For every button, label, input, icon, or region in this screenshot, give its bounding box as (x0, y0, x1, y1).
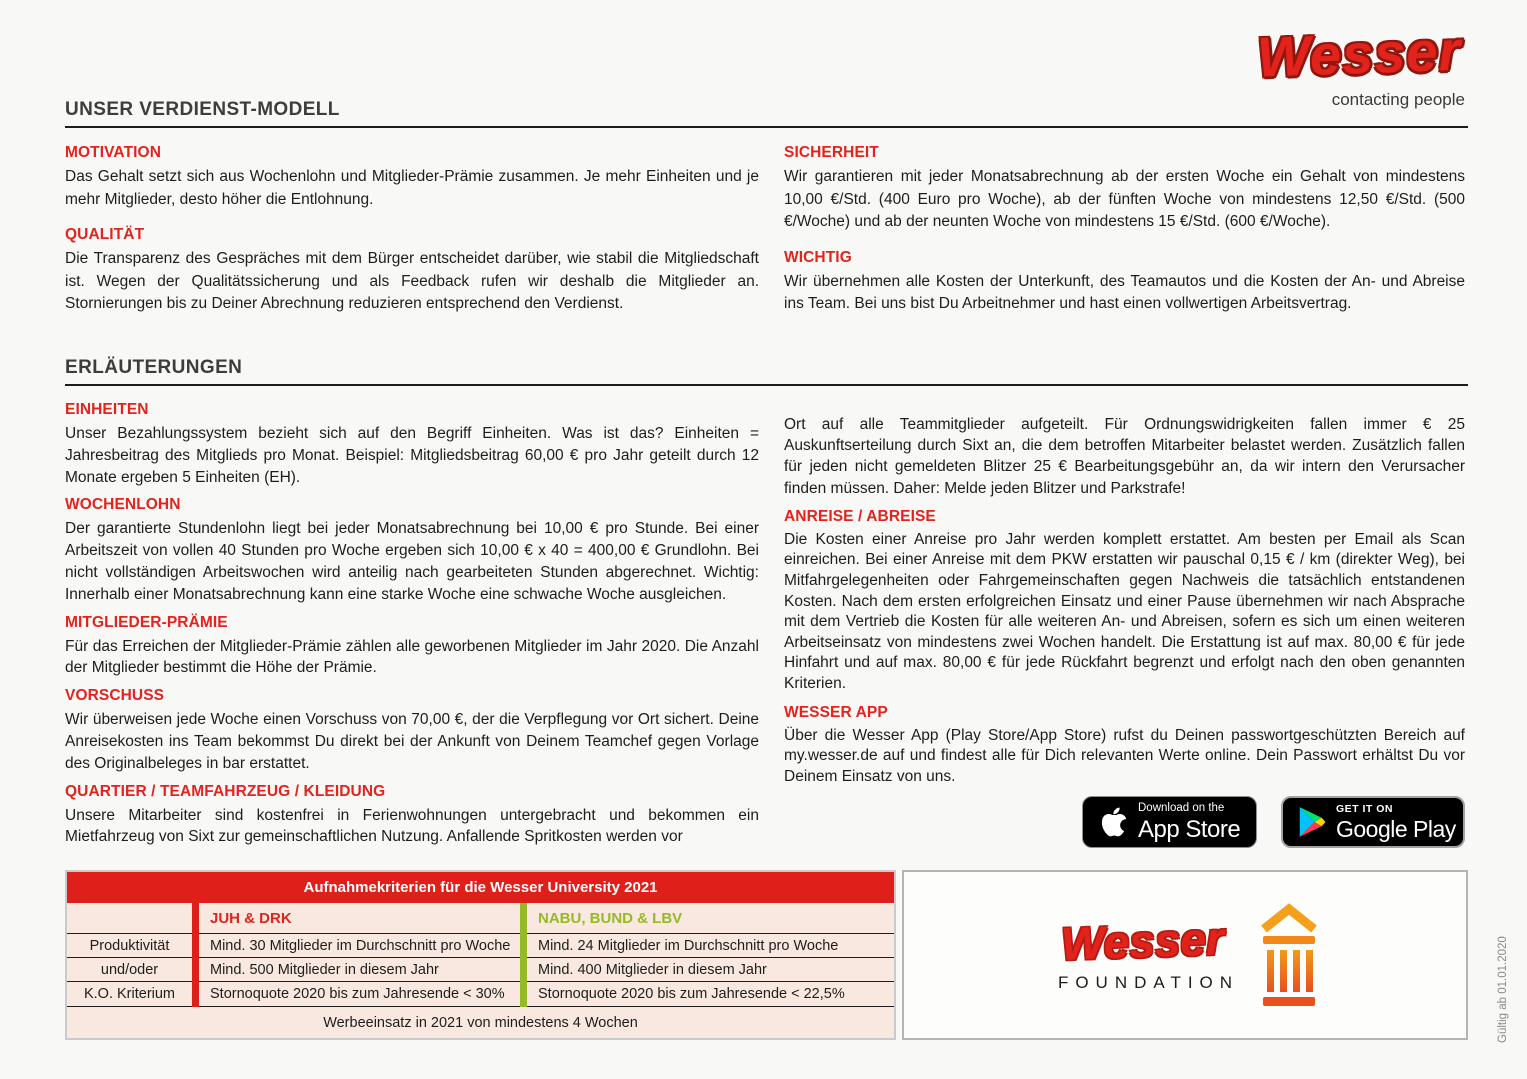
block-heading: WICHTIG (784, 248, 852, 266)
block-body: Unser Bezahlungssystem bezieht sich auf den Begriff Einheiten. Was ist das? Einheiten = Jahresbeitrag des Mitglieds pro Monat. Beispiel: Mitgliedsbeitrag 60,00 € pro Jahr geteilt durch 12 Monate ergeben 5 Einheiten (EH). (65, 425, 759, 486)
block-heading: WOCHENLOHN (65, 496, 181, 514)
block-motivation (65, 144, 759, 211)
wesser-foundation-logo: Wesser (1060, 911, 1225, 970)
validity-note: Gültig ab 01.01.2020 (1497, 936, 1509, 1043)
foundation-subtitle: FOUNDATION (1057, 972, 1240, 992)
block-body: Der garantierte Stundenlohn liegt bei jeder Monatsabrechnung bei 10,00 € pro Stunde. Bei einer Arbeitszeit von vollen 40 Stunden pro Woche ergeben sich 10,00 € x 40 = 400,00 € Grundlohn. Bei nicht vollständigen Arbeitswochen wird anteilig nach gearbeiteten Stunden abgerechnet. Wichtig: Innerhalb einer Monatsabrechnung kann eine starke Woche eine schwache Woche ausgleichen. (65, 520, 759, 603)
block-body: Wir überweisen jede Woche einen Vorschuss von 70,00 €, der die Verpflegung vor Ort sichert. Deine Anreisekosten ins Team bekommst Du direkt bei der Ankunft von Deinem Teamchef gegen Vorlage des Originalbeleges in bar erstattet. (65, 711, 759, 772)
criteria-table-body (67, 903, 894, 1007)
section-title-erlaeuterungen: ERLÄUTERUNGEN (65, 357, 243, 378)
nabu-column (527, 903, 894, 1007)
table-cell: Mind. 24 Mitglieder im Durchschnitt pro Woche (527, 934, 894, 958)
block-body: Wir übernehmen alle Kosten der Unterkunft, des Teamautos und die Kosten der An- und Abreise ins Team. Bei uns bist Du Arbeitnehmer und hast einen vollwertigen Arbeitsvertrag. (784, 272, 1465, 312)
block-heading: MOTIVATION (65, 144, 161, 161)
block-heading: QUARTIER / TEAMFAHRZEUG / KLEIDUNG (65, 782, 386, 800)
block-quartier (65, 783, 759, 849)
erlaeuterungen-right-column (784, 401, 1465, 856)
foundation-box (902, 870, 1468, 1040)
row-label: K.O. Kriterium (67, 982, 192, 1007)
pillar-icon (1259, 903, 1319, 1008)
table-cell: Stornoquote 2020 bis zum Jahresende < 30% (199, 982, 520, 1007)
block-vorschuss (65, 687, 759, 774)
brand-block (1255, 18, 1467, 110)
badge-line2: App Store (1138, 815, 1241, 843)
block-body: Wir garantieren mit jeder Monatsabrechnung ab der ersten Woche ein Gehalt von mindestens 10,00 €/Std. (400 Euro pro Woche), ab der fünften Woche von mindestens 12,50 €/Std. (500 €/Woche) und ab der neunten Woche von mindestens 15 €/Std. (600 €/Woche).​ (784, 168, 1465, 230)
criteria-table (65, 870, 896, 1040)
apple-icon (1098, 805, 1128, 840)
table-cell-empty (67, 903, 192, 934)
block-wochenlohn (65, 496, 759, 605)
store-badges (784, 796, 1465, 848)
badge-line2: Google Play (1336, 815, 1456, 842)
block-heading: QUALITÄT (65, 226, 145, 243)
verdienst-right-column (784, 144, 1465, 331)
table-cell: Mind. 30 Mitglieder im Durchschnitt pro Woche (199, 934, 520, 958)
erlaeuterungen-columns (65, 401, 1465, 856)
table-cell: Mind. 500 Mitglieder in diesem Jahr (199, 958, 520, 982)
badge-line1: GET IT ON (1336, 803, 1393, 816)
foundation-logo-block (1051, 911, 1240, 993)
block-sicherheit (784, 144, 1465, 234)
badge-text (1138, 803, 1240, 842)
google-play-badge[interactable] (1281, 796, 1465, 848)
block-wichtig (784, 249, 1465, 316)
block-heading: ANREISE / ABREISE (784, 507, 936, 525)
row-label: Produktivität (67, 934, 192, 958)
block-quartier-continuation (784, 414, 1465, 499)
verdienst-left-column (65, 144, 759, 331)
table-cell: Stornoquote 2020 bis zum Jahresende < 22,5% (527, 982, 894, 1007)
block-body: Unsere Mitarbeiter sind kostenfrei in Ferienwohnungen untergebracht und bekommen ein Mietfahrzeug von Sixt zur gemeinschaftlichen Nutzung. Anfallende Spritkosten werden vor (65, 806, 759, 846)
block-heading: MITGLIEDER-PRÄMIE (65, 613, 228, 631)
table-cell: Mind. 400 Mitglieder in diesem Jahr (527, 958, 894, 982)
column-header-juh-drk: JUH & DRK (199, 903, 520, 934)
block-body: Für das Erreichen der Mitglieder-Prämie zählen alle geworbenen Mitglieder im Jahr 2020. Die Anzahl der Mitglieder bestimmt die Höhe der Prämie. (65, 637, 759, 677)
block-mitglieder-praemie (65, 614, 759, 680)
divider (65, 126, 1468, 128)
criteria-table-title: Aufnahmekriterien für die Wesser University 2021 (67, 872, 894, 903)
section-title-verdienst: UNSER VERDIENST-MODELL (65, 99, 340, 120)
brand-tagline: contacting people (1331, 90, 1465, 109)
verdienst-columns (65, 144, 1465, 331)
block-heading: WESSER APP (784, 703, 888, 721)
bottom-row (65, 870, 1468, 1040)
wesser-logo: Wesser (1255, 18, 1463, 89)
criteria-label-column (67, 903, 192, 1007)
juh-drk-column (199, 903, 520, 1007)
criteria-table-footer: Werbeeinsatz in 2021 von mindestens 4 Wochen (323, 1014, 638, 1031)
block-body: Das Gehalt setzt sich aus Wochenlohn und Mitglieder-Prämie zusammen. Je mehr Einheiten und je mehr Mitglieder, desto höher die Entlohnung. (65, 168, 759, 208)
badge-text (1336, 804, 1456, 841)
erlaeuterungen-left-column (65, 401, 759, 856)
badge-line1: Download on the (1138, 802, 1225, 815)
app-store-badge[interactable] (1082, 796, 1257, 848)
block-heading: SICHERHEIT (784, 144, 879, 161)
block-heading: EINHEITEN (65, 401, 149, 418)
block-body: Ort auf alle Teammitglieder aufgeteilt. Für Ordnungswidrigkeiten fallen immer € 25 Auskunftserteilung durch Sixt an, die dem betroffen Mitarbeiter belastet werden. Zusätzlich fallen für jeden nicht gemeldeten Blitzer 25 € Bearbeitungsgebühr an, da wir intern den Verursacher finden müssen. Daher: Melde jeden Blitzer und Parkstrafe! (784, 416, 1465, 497)
google-play-icon (1298, 806, 1326, 838)
block-body: Die Transparenz des Gespräches mit dem Bürger entscheidet darüber, wie stabil die Mitgliedschaft ist. Wegen der Qualitätssicherung und als Feedback rufen wir deshalb die Mitglieder an. Stornierungen bis zu Deiner Abrechnung reduzieren entsprechend den Verdienst. (65, 250, 759, 312)
block-heading: VORSCHUSS (65, 687, 165, 705)
block-anreise-abreise (784, 508, 1465, 695)
block-wesser-app (784, 704, 1465, 788)
column-header-nabu: NABU, BUND & LBV (527, 903, 894, 934)
block-qualitaet (65, 226, 759, 316)
juh-drk-color-bar (192, 903, 199, 1007)
block-einheiten (65, 401, 759, 488)
nabu-color-bar (520, 903, 527, 1007)
divider (65, 384, 1468, 386)
row-label: und/oder (67, 958, 192, 982)
block-body: Über die Wesser App (Play Store/App Store) rufst du Deinen passwortgeschützten Bereich auf my.wesser.de auf und findest alle für Dich relevanten Werte online. Dein Passwort erhältst Du vor Deinem Einsatz von uns. (784, 726, 1465, 785)
block-body: Die Kosten einer Anreise pro Jahr werden komplett erstattet. Am besten per Email als Scan einreichen. Bei einer Anreise mit dem PKW erstatten wir pauschal 0,15 € / km (direkter Weg), bei Mitfahrgelegenheiten oder Fahrgemeinschaften gegen Nachweis die tatsächlich entstandenen Kosten. Nach dem ersten erfolgreichen Einsatz und einer Pause übernehmen wir nach Absprache mit dem Vertrieb die Kosten für alle weiteren An- und Abreisen, sofern es sich um einen weiteren Arbeitseinsatz von mindestens zwei Wochen handelt. Die Erstattung ist auf max. 80,00 € für jede Hinfahrt und auf max. 80,00 € für jede Rückfahrt begrenzt und erfolgt nach den oben genannten Kriterien. (784, 530, 1465, 692)
